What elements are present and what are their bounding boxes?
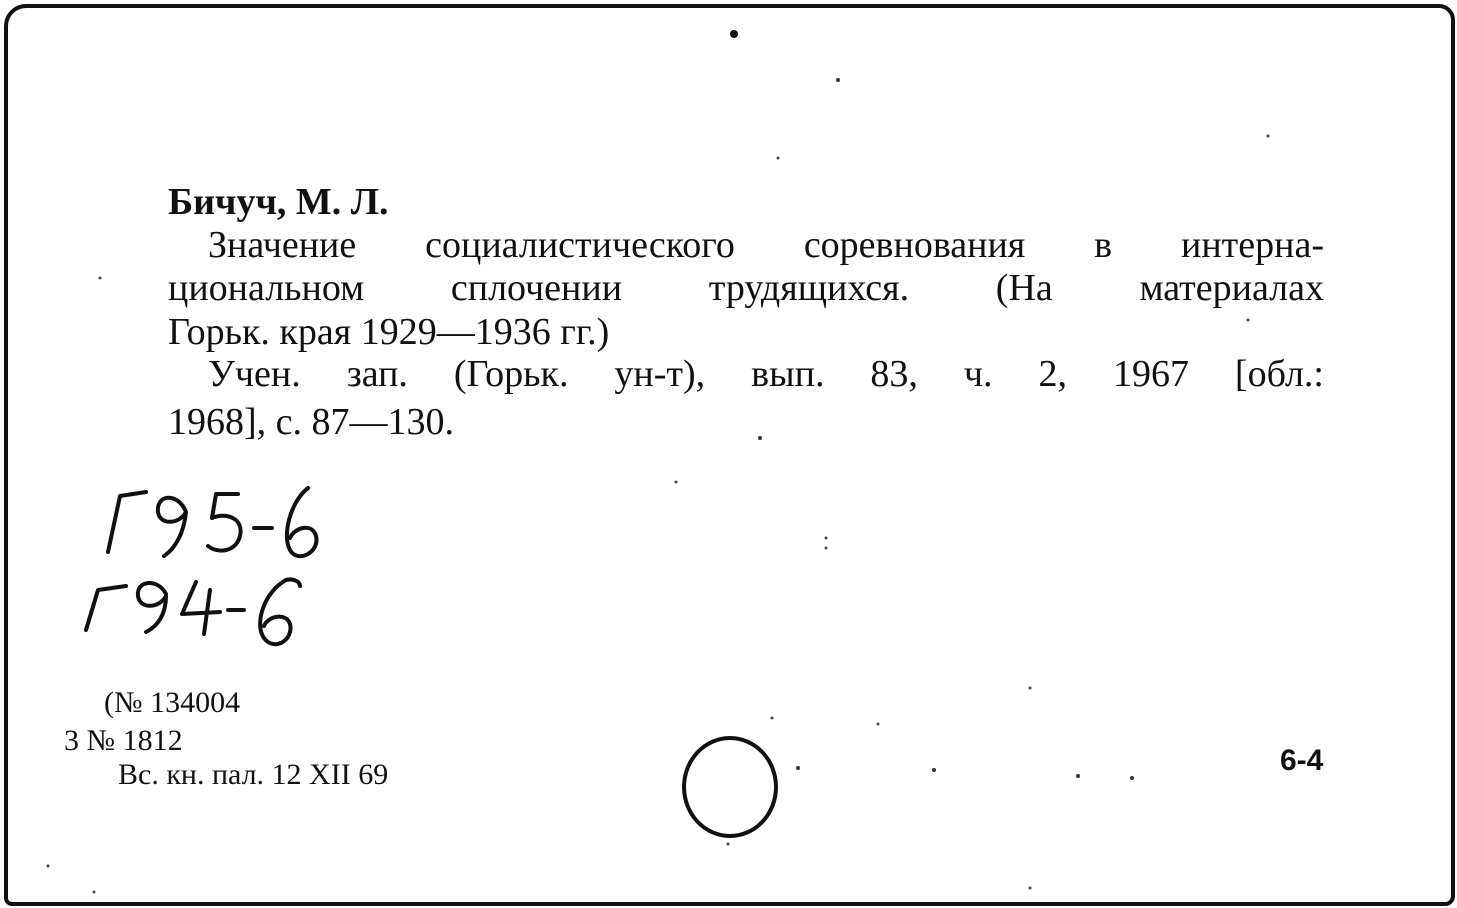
catalog-card bbox=[4, 4, 1455, 906]
publication-line-2: 1968], с. 87—130. bbox=[168, 401, 455, 443]
handwritten-shelfmark-1 bbox=[68, 478, 368, 568]
title-line-1: Значение социалистического соревнования в интерна- bbox=[208, 224, 1324, 266]
publication-line-1: Учен. зап. (Горьк. ун-т), вып. 83, ч. 2, 1967 [обл.: bbox=[208, 353, 1324, 395]
order-number: 3 № 1812 bbox=[64, 724, 183, 757]
card-code: 6-4 bbox=[1280, 744, 1324, 777]
handwritten-shelfmark-2 bbox=[68, 568, 368, 658]
title-line-2: циональном сплочении трудящихся. (На материалах bbox=[168, 267, 1324, 309]
author-name: Бичуч, М. Л. bbox=[168, 181, 389, 223]
registration-number: (№ 134004 bbox=[104, 686, 241, 719]
book-chamber-line: Вс. кн. пал. 12 XII 69 bbox=[118, 758, 389, 791]
card-punch-hole bbox=[682, 736, 778, 838]
title-line-3: Горьк. края 1929—1936 гг.) bbox=[168, 311, 610, 353]
